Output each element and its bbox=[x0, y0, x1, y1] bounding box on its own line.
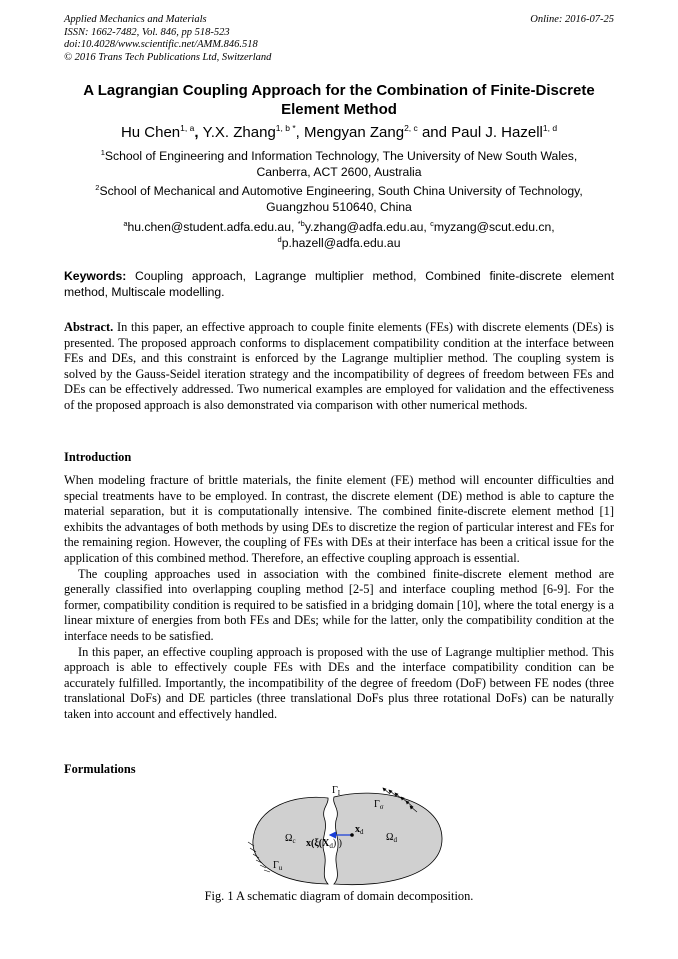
author-affil-sup: 2, c bbox=[404, 123, 418, 133]
keywords-label: Keywords: bbox=[64, 269, 127, 283]
email-sup: c bbox=[430, 218, 434, 228]
author-name: Y.X. Zhang bbox=[202, 124, 276, 141]
affiliation-2 bbox=[60, 184, 618, 215]
figure-caption: Fig. 1 A schematic diagram of domain decomposition. bbox=[204, 889, 474, 903]
affiliation-line: Guangzhou 510640, China bbox=[266, 199, 412, 214]
email-address[interactable]: p.hazell@adfa.edu.au bbox=[281, 235, 401, 250]
keywords-block bbox=[64, 269, 614, 300]
domain-decomposition-figure bbox=[236, 780, 446, 888]
abstract-label: Abstract. bbox=[64, 320, 114, 334]
email-address[interactable]: hu.chen@student.adfa.edu.au, bbox=[127, 220, 295, 234]
affiliation-line: Canberra, ACT 2600, Australia bbox=[256, 164, 422, 179]
section-heading-formulations: Formulations bbox=[64, 762, 136, 776]
doi-line: doi:10.4028/www.scientific.net/AMM.846.518 bbox=[64, 39, 258, 50]
abstract-block bbox=[64, 320, 614, 414]
discrete-domain-label: $\Omega_d$ bbox=[386, 832, 397, 844]
author-name: Paul J. Hazell bbox=[451, 124, 543, 141]
copyright-line: © 2016 Trans Tech Publications Ltd, Switzerland bbox=[64, 51, 272, 63]
email-sup: *b bbox=[297, 218, 305, 228]
issn-line: ISSN: 1662-7482, Vol. 846, pp 518-523 bbox=[64, 26, 230, 38]
continuum-domain-label: $\Omega_c$ bbox=[285, 833, 296, 845]
introduction-body bbox=[64, 473, 614, 723]
author-affil-sup: 1, d bbox=[542, 123, 558, 133]
email-list bbox=[60, 220, 618, 251]
author-affil-sup: 1, b * bbox=[275, 123, 296, 133]
interface-boundary-label: $\Gamma_I$ bbox=[332, 785, 341, 797]
affiliation-sup: 2 bbox=[95, 182, 100, 192]
author-list bbox=[40, 123, 638, 142]
journal-header bbox=[64, 14, 271, 64]
email-address[interactable]: myzang@scut.edu.cn, bbox=[433, 220, 555, 234]
abstract-text: In this paper, an effective approach to couple finite elements (FEs) with discrete elements (DEs) is presented. The proposed approach conforms to displacement compatibility condition at the interface between FEs and DEs, and this constraint is enforced by the Lagrange multiplier method. The coupling system is solved by the Gauss-Seidel iteration strategy and the incompatibility of degrees of freedom between FEs and DEs can be effectively addressed. Two numerical examples are employed for validation and the effectiveness of the proposed approach is also demonstrated via comparison with other numerical methods. bbox=[64, 320, 614, 412]
affiliation-line: School of Engineering and Information Technology, The University of New South Wales, bbox=[104, 149, 578, 163]
particle-center-point bbox=[350, 833, 354, 837]
email-sup: d bbox=[277, 234, 282, 244]
projected-position-label: $x(\xi(X_d)$ ) bbox=[306, 838, 343, 850]
online-date: Online: 2016-07-25 bbox=[530, 14, 614, 25]
affiliation-line: School of Mechanical and Automotive Engineering, South China University of Technology, bbox=[99, 184, 583, 198]
paper-title: A Lagrangian Coupling Approach for the Combination of Finite-Discrete Element Method bbox=[83, 82, 595, 118]
traction-boundary-label: $\Gamma_\sigma$ bbox=[374, 799, 384, 811]
author-separator: , bbox=[194, 124, 203, 141]
keywords-text: Coupling approach, Lagrange multiplier method, Combined finite-discrete element method, Multiscale modelling. bbox=[64, 269, 614, 299]
paragraph: When modeling fracture of brittle materials, the finite element (FE) method will encounter difficulties and special treatments have to be employed. In contrast, the discrete element (DE) method is able to capture the material separation, but it is computationally intensive. The combined finite-discrete element method [1] exhibits the advantages of both methods by using DEs to discretize the region of particular interest and FEs for the remaining region. However, the coupling of FEs with DEs at their interface has been a critical issue for the application of this combined method. Therefore, an effective coupling approach is essential. bbox=[64, 473, 614, 565]
affiliation-1 bbox=[60, 149, 618, 180]
journal-name: Applied Mechanics and Materials bbox=[64, 14, 207, 25]
author-name: Hu Chen bbox=[120, 124, 181, 141]
particle-position-label: $x_d$ bbox=[355, 824, 364, 836]
affiliation-sup: 1 bbox=[100, 147, 105, 157]
paragraph: The coupling approaches used in association with the combined finite-discrete element method are generally classified into overlapping coupling method [2-5] and interface coupling method [6-9]. For the former, compatibility condition is required to be satisfied in a bridging domain [10], where the total energy is a linear mixture of energies from both FEs and DEs; while for the latter, only the compatibility condition at the interface needs to be satisfied. bbox=[64, 566, 614, 643]
author-name: Mengyan Zang bbox=[304, 124, 405, 141]
section-heading-introduction: Introduction bbox=[64, 450, 132, 464]
email-sup: a bbox=[123, 218, 128, 228]
author-affil-sup: 1, a bbox=[180, 123, 195, 133]
paragraph: In this paper, an effective coupling approach is proposed with the use of Lagrange multiplier method. This approach is able to effectively couple FEs with DEs and the interface compatibility condition can be accurately fulfilled. Importantly, the incompatibility of the degree of freedom (DoF) between FE nodes (three translational DoFs) and DE particles (three translational DoFs plus three rotational DoFs) can be naturally taken into account and effectively handled. bbox=[64, 644, 614, 721]
author-separator: and bbox=[417, 124, 452, 141]
email-address[interactable]: y.zhang@adfa.edu.au, bbox=[304, 220, 427, 234]
author-separator: , bbox=[295, 124, 304, 141]
dirichlet-boundary-label: $\Gamma_u$ bbox=[273, 860, 283, 872]
